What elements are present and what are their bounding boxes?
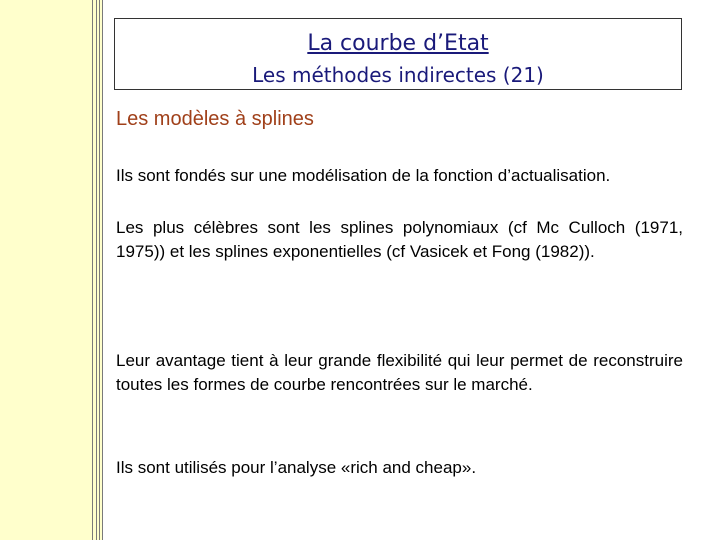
paragraph-advantage: Leur avantage tient à leur grande flexibilité qui leur permet de reconstruire toutes les formes de courbe rencontrées sur le marché. bbox=[116, 351, 683, 394]
slide-title: La courbe d’Etat bbox=[307, 31, 489, 56]
paragraph-examples: Les plus célèbres sont les splines polynomiaux (cf Mc Culloch (1971, 1975)) et les splines exponentielles (cf Vasicek et Fong (1982)). bbox=[116, 218, 683, 261]
left-decorative-band bbox=[0, 0, 103, 540]
paragraph-definition: Ils sont fondés sur une modélisation de la fonction d’actualisation. bbox=[116, 166, 611, 185]
slide-subtitle: Les méthodes indirectes (21) bbox=[252, 63, 544, 87]
paragraph-usage: Ils sont utilisés pour l’analyse «rich and cheap». bbox=[116, 458, 477, 477]
decorative-rule bbox=[92, 0, 93, 540]
section-title: Les modèles à splines bbox=[116, 108, 314, 130]
decorative-rule bbox=[99, 0, 100, 540]
decorative-rule bbox=[102, 0, 103, 540]
decorative-rule bbox=[96, 0, 97, 540]
title-box bbox=[114, 18, 682, 90]
